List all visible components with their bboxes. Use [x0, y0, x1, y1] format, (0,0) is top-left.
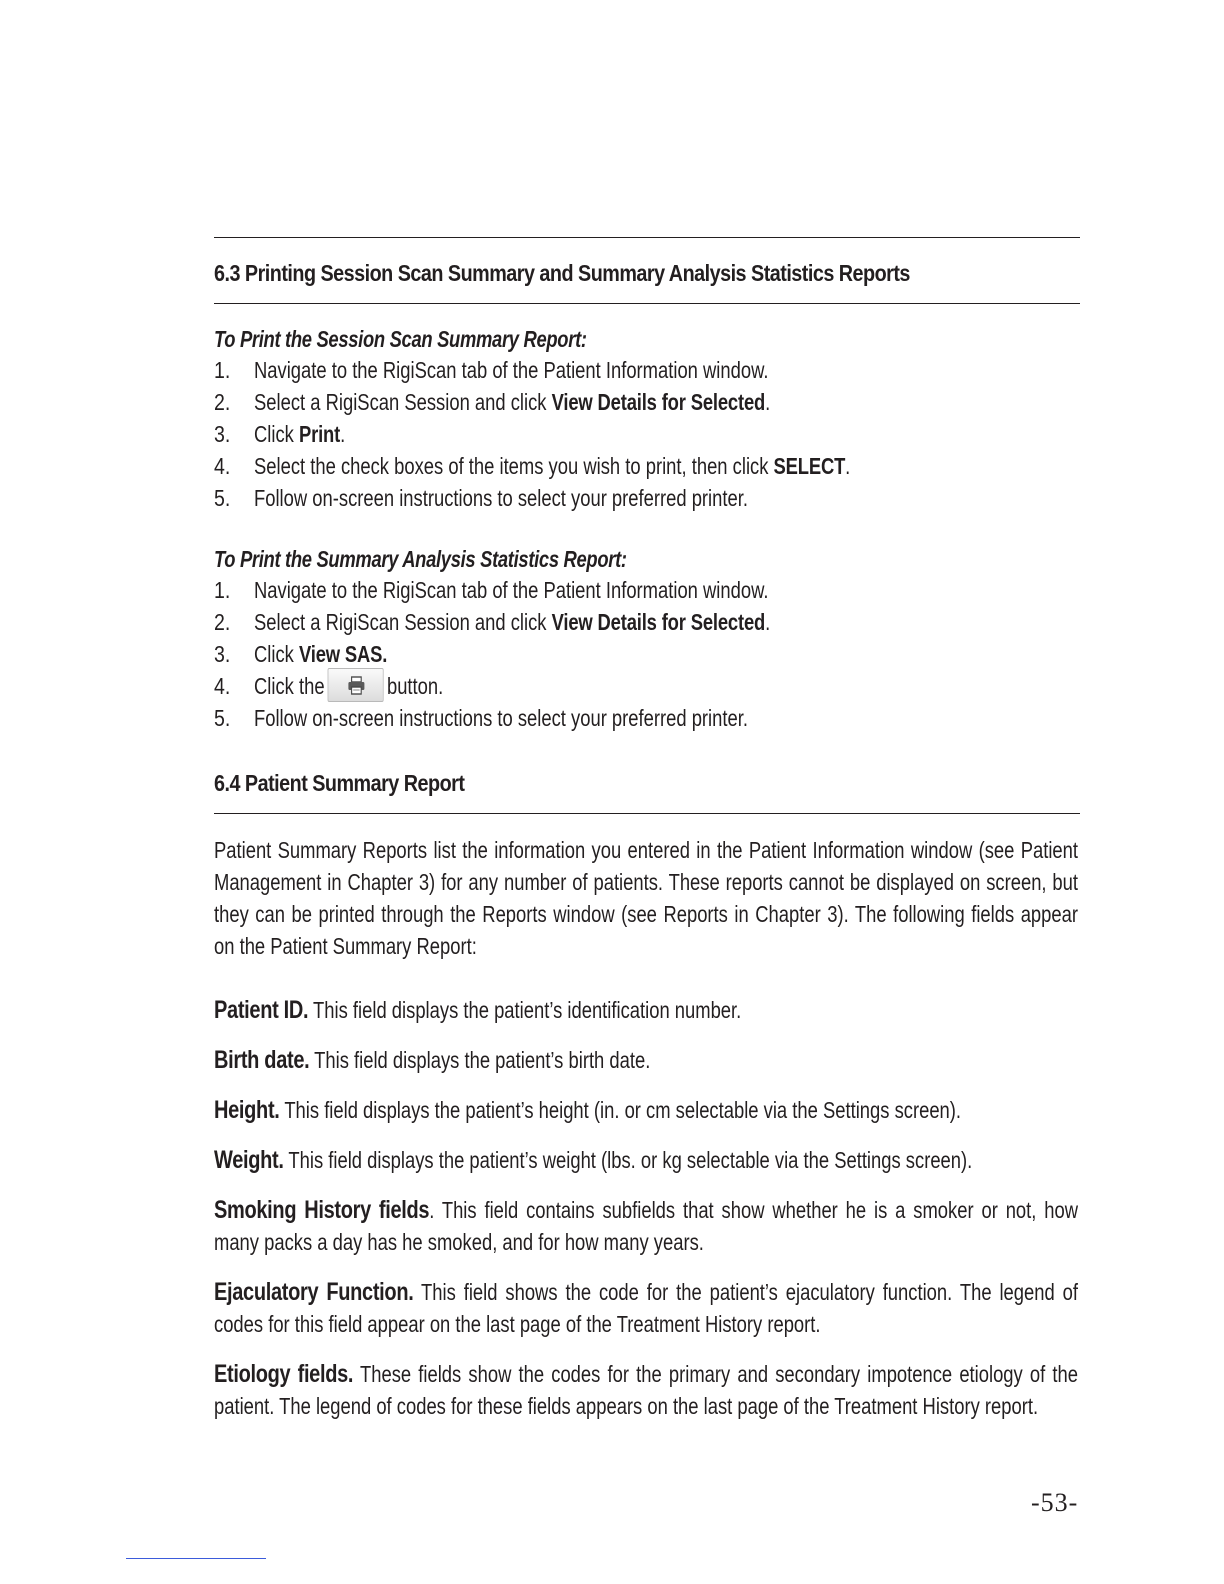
field-height: Height. This field displays the patient’s height (in. or cm selectable via the Settings screen).: [214, 1096, 962, 1124]
step-number: 5.: [214, 485, 231, 511]
step-text: Click the button.: [254, 670, 443, 702]
list-item: [214, 638, 1080, 670]
step-text: Select the check boxes of the items you wish to print, then click SELECT.: [254, 453, 851, 479]
field-birth-date: Birth date. This field displays the patient’s birth date.: [214, 1046, 651, 1074]
procedure-2-heading: To Print the Summary Analysis Statistics Report:: [214, 546, 627, 572]
list-item: [214, 606, 1080, 638]
printer-icon: [347, 676, 366, 696]
field-etiology: Etiology fields. These fields show the codes for the primary and secondary impotence etiology of the patient. The legend of codes for these fields appears on the last page of the Treatment History report.: [214, 1360, 1078, 1419]
step-number: 1.: [214, 357, 231, 383]
procedure-1-heading: To Print the Session Scan Summary Report:: [214, 326, 587, 352]
step-number: 2.: [214, 389, 231, 415]
field-smoking-history: Smoking History fields. This field contains subfields that show whether he is a smoker or not, how many packs a day has he smoked, and for how many years.: [214, 1196, 1079, 1255]
procedure-2-steps: [214, 574, 1080, 734]
procedure-1-steps: [214, 354, 1080, 514]
field-weight: Weight. This field displays the patient’s weight (lbs. or kg selectable via the Settings screen).: [214, 1146, 973, 1174]
page-number: -53-: [1031, 1488, 1079, 1517]
field-patient-id: Patient ID. This field displays the patient’s identification number.: [214, 996, 742, 1024]
section-6-4-title: 6.4 Patient Summary Report: [214, 770, 465, 796]
step-number: 4.: [214, 453, 231, 479]
step-text: Navigate to the RigiScan tab of the Patient Information window.: [254, 577, 769, 603]
print-button[interactable]: [328, 668, 384, 702]
list-item: [214, 450, 1080, 482]
step-text: Follow on-screen instructions to select your preferred printer.: [254, 485, 748, 511]
step-text: Follow on-screen instructions to select your preferred printer.: [254, 705, 748, 731]
step-text: Navigate to the RigiScan tab of the Patient Information window.: [254, 357, 769, 383]
field-ejaculatory-function: Ejaculatory Function. This field shows the code for the patient’s ejaculatory function. The legend of codes for this field appear on the last page of the Treatment History report.: [214, 1278, 1078, 1337]
step-number: 3.: [214, 421, 231, 447]
section-6-4-intro: Patient Summary Reports list the information you entered in the Patient Information window (see Patient Management in Chapter 3) for any number of patients. These reports cannot be displayed on screen, but they can be printed through the Reports window (see Reports in Chapter 3). The following fields appear on the Patient Summary Report:: [214, 837, 1078, 959]
list-item: [214, 574, 1080, 606]
step-text: Click View SAS.: [254, 641, 388, 667]
step-number: 5.: [214, 705, 231, 731]
page-content: [214, 237, 1080, 1422]
list-item: [214, 354, 1080, 386]
step-number: 4.: [214, 673, 231, 699]
step-text: Select a RigiScan Session and click View Details for Selected.: [254, 609, 771, 635]
list-item: [214, 702, 1080, 734]
list-item: [214, 670, 1080, 702]
list-item: [214, 418, 1080, 450]
step-text: Select a RigiScan Session and click View Details for Selected.: [254, 389, 771, 415]
section-6-3-title: 6.3 Printing Session Scan Summary and Summary Analysis Statistics Reports: [214, 260, 910, 286]
list-item: [214, 482, 1080, 514]
step-number: 3.: [214, 641, 231, 667]
step-number: 2.: [214, 609, 231, 635]
step-text: Click Print.: [254, 421, 346, 447]
list-item: [214, 386, 1080, 418]
footer-divider: [126, 1558, 266, 1559]
step-number: 1.: [214, 577, 231, 603]
